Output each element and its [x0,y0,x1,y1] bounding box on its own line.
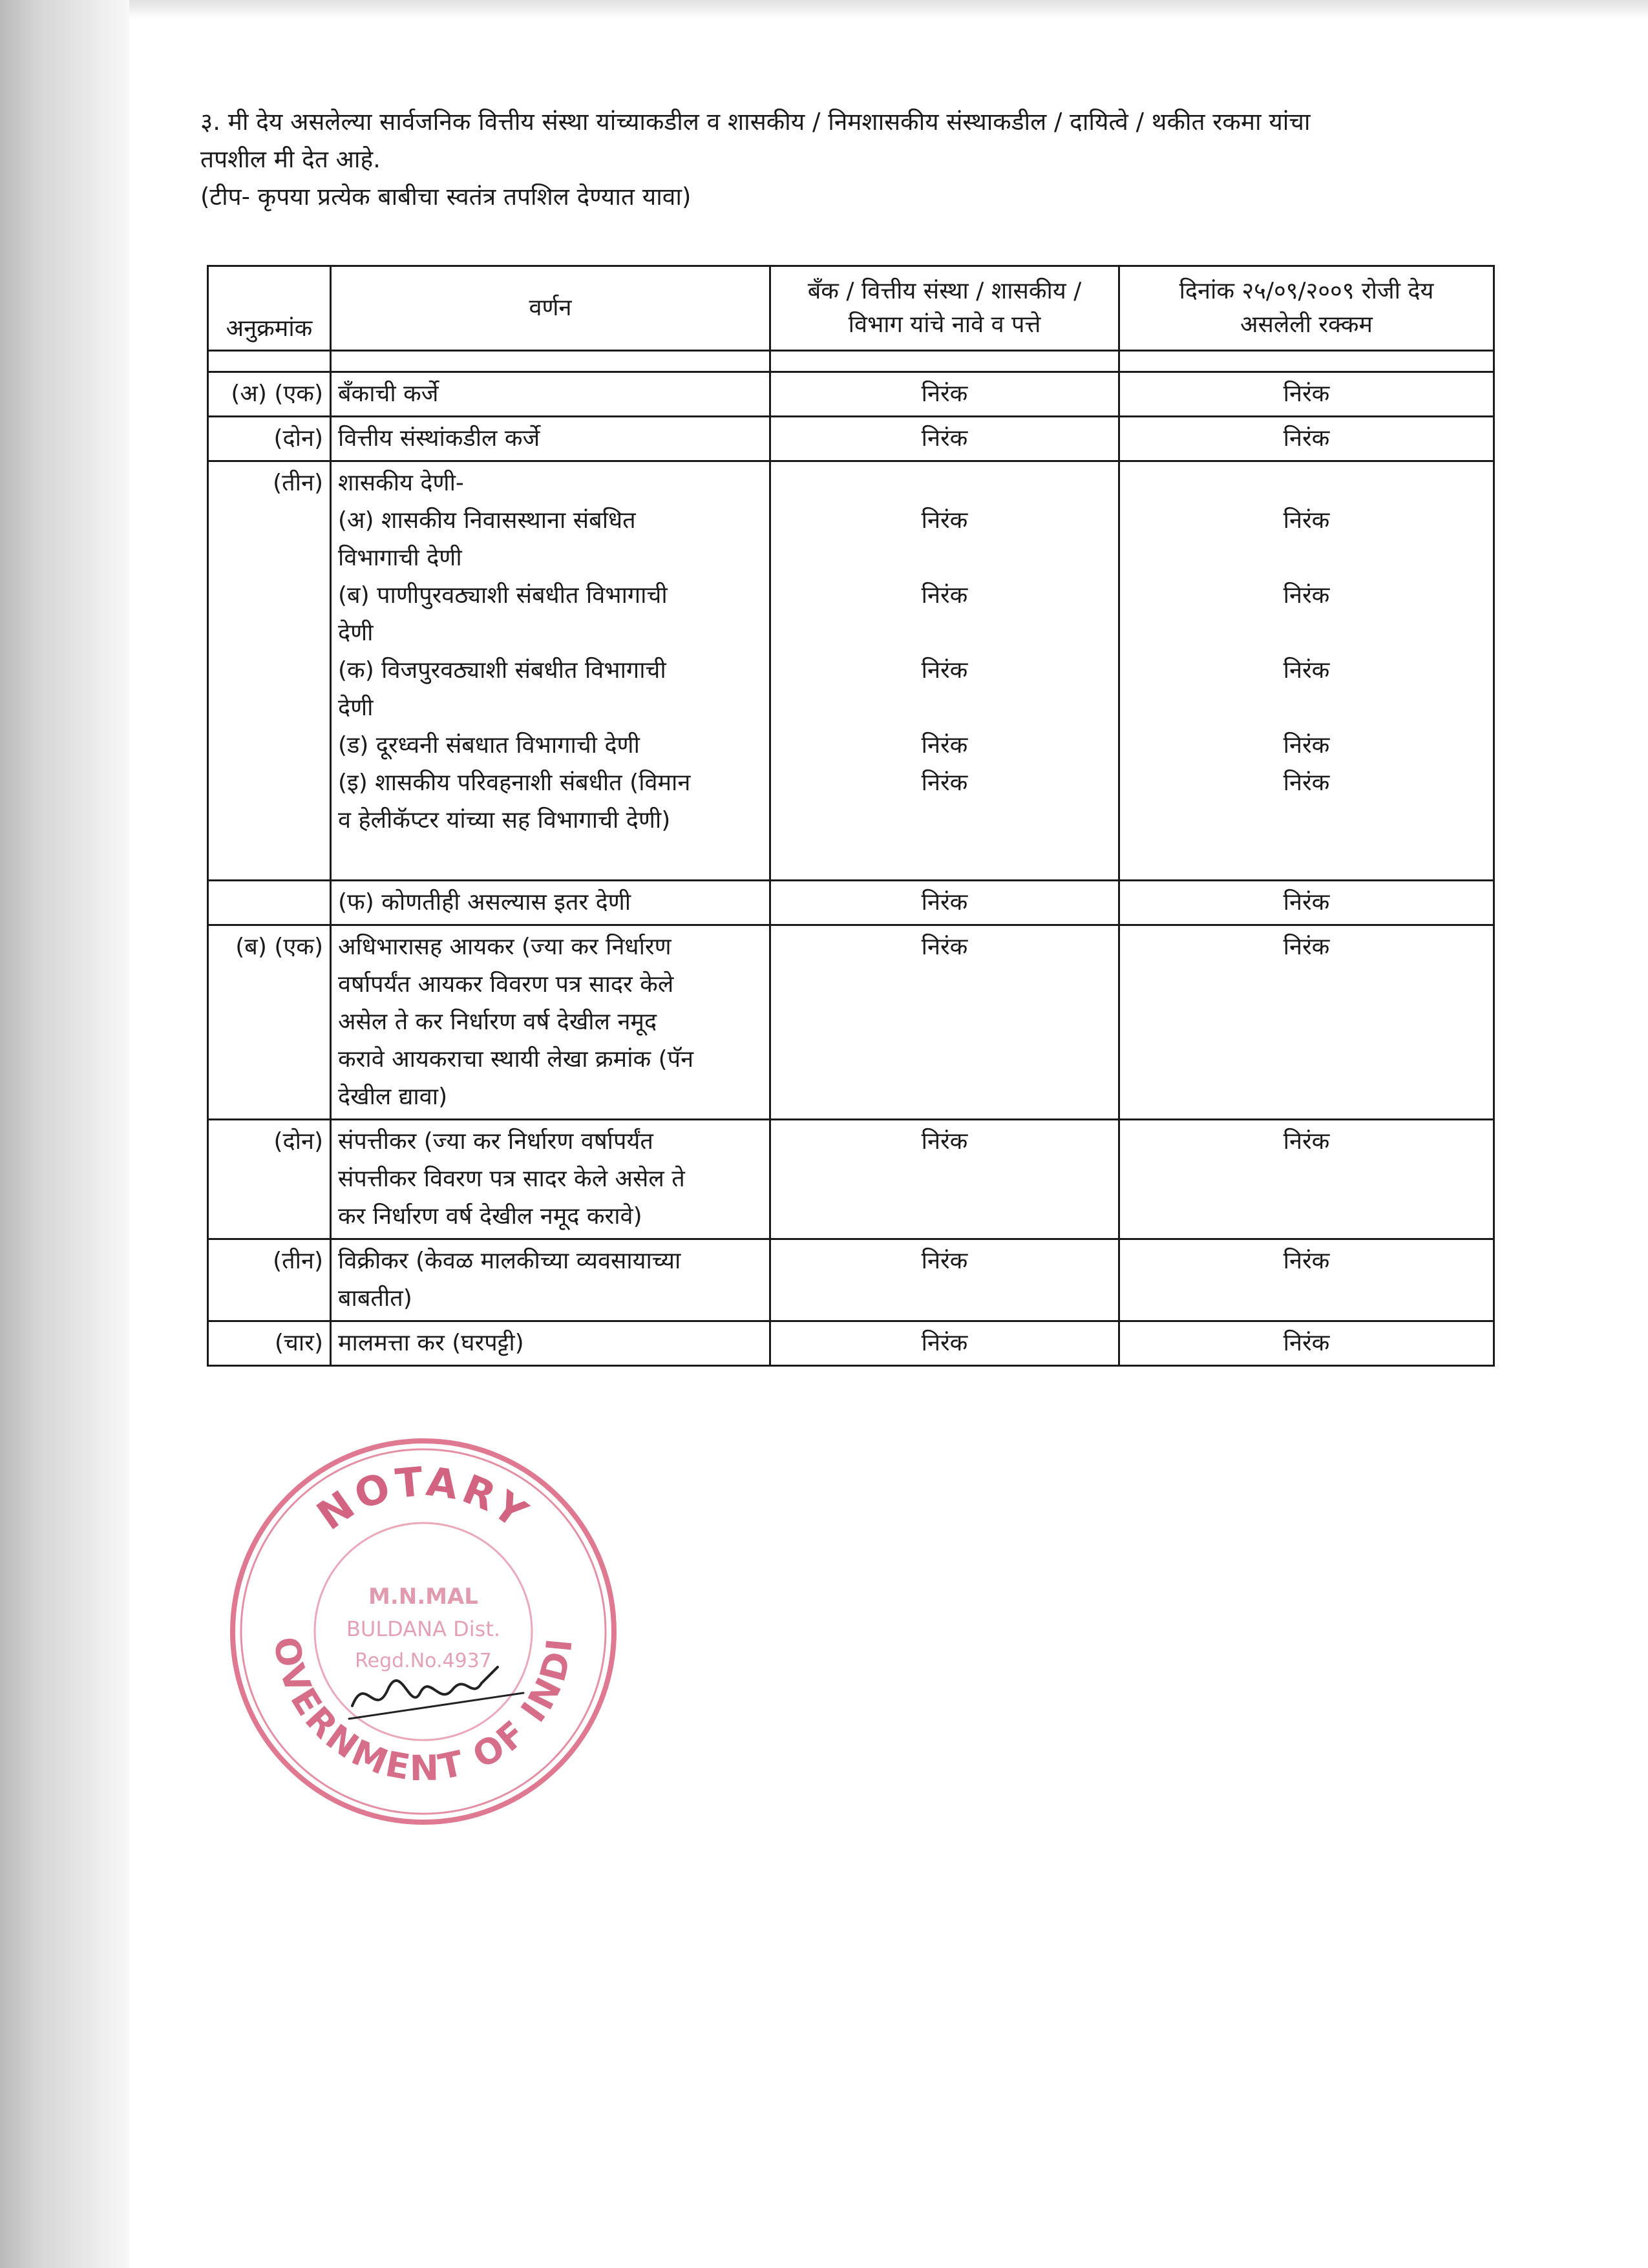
row-bank-value: निरंक [770,1321,1119,1366]
table-row [208,1239,1494,1321]
row-amount-value: निरंक [1119,881,1494,925]
row-serial: (दोन) [208,1120,331,1239]
row-amount-value: निरंक [1119,372,1494,417]
row-gap [777,465,1112,502]
header-bank [770,266,1119,351]
row-bank-value: निरंक [770,925,1119,1120]
row-amount-value: निरंक [1119,1321,1494,1366]
bank-value-b: निरंक [921,582,968,609]
row-serial: (तीन) [208,461,331,881]
svg-text:NOTARY [308,1458,538,1540]
govt-dues-e-line-2: व हेलीकॅप्टर यांच्या सह विभागाची देणी) [338,807,671,834]
row-serial: (अ) (एक) [208,372,331,417]
header-bank-line-1: बँक / वित्तीय संस्था / शासकीय / [807,278,1082,304]
spacer-cell [331,351,770,372]
row-amount-value: निरंक [1119,417,1494,461]
row-amount-value: निरंक [1119,925,1494,1120]
row-bank-value: निरंक [770,1120,1119,1239]
row-description [331,925,770,1120]
row-gap [1126,614,1486,652]
row-bank-value: निरंक [770,372,1119,417]
amount-value-d: निरंक [1283,732,1330,759]
row-serial: (दोन) [208,417,331,461]
row-serial [208,881,331,925]
sales-tax-line-1: विक्रीकर (केवळ मालकीच्या व्यवसायाच्या [338,1248,681,1274]
bank-value-a: निरंक [921,507,968,534]
income-tax-line-5: देखील द्यावा) [338,1084,448,1110]
row-amount-values [1119,461,1494,881]
seal-name: M.N.MAL [368,1584,478,1610]
spacer-cell [770,351,1119,372]
row-description: वित्तीय संस्थांकडील कर्जे [331,417,770,461]
header-amount [1119,266,1494,351]
row-description [331,461,770,881]
seal-bottom-text: OVERNMENT OF INDI [266,1633,581,1789]
sales-tax-line-2: बाबतीत) [338,1285,412,1312]
row-description [331,1120,770,1239]
row-serial: (चार) [208,1321,331,1366]
spacer-cell [208,351,331,372]
income-tax-line-2: वर्षापर्यंत आयकर विवरण पत्र सादर केले [338,971,674,998]
intro-paragraph [200,103,1480,216]
table-row [208,417,1494,461]
seal-district: BULDANA Dist. [346,1617,501,1641]
row-description [331,1239,770,1321]
header-description: वर्णन [331,266,770,351]
govt-dues-b-line-1: (ब) पाणीपुरवठ्याशी संबधीत विभागाची [338,582,668,609]
row-bank-value: निरंक [770,417,1119,461]
bank-value-e: निरंक [921,770,968,796]
income-tax-line-3: असेल ते कर निर्धारण वर्ष देखील नमूद [338,1009,657,1035]
income-tax-line-1: अधिभारासह आयकर (ज्या कर निर्धारण [338,934,671,960]
table-row [208,1321,1494,1366]
table-row [208,881,1494,925]
row-description: (फ) कोणतीही असल्यास इतर देणी [331,881,770,925]
row-gap [777,540,1112,577]
header-amount-line-2: असलेली रक्कम [1240,311,1373,338]
row-bank-value: निरंक [770,1239,1119,1321]
row-gap [1126,465,1486,502]
row-gap [1126,689,1486,727]
liabilities-table [207,265,1495,1367]
govt-dues-a-line-1: (अ) शासकीय निवासस्थाना संबधित [338,507,636,534]
intro-note: (टीप- कृपया प्रत्येक बाबीचा स्वतंत्र तपशिल देण्यात यावा) [200,183,692,211]
table-row [208,1120,1494,1239]
spacer-cell [1119,351,1494,372]
header-amount-line-1: दिनांक २५/०९/२००९ रोजी देय [1179,278,1434,304]
intro-line-2: तपशील मी देत आहे. [200,145,381,173]
govt-dues-heading: शासकीय देणी- [338,470,464,496]
row-bank-values [770,461,1119,881]
row-amount-value: निरंक [1119,1120,1494,1239]
table-row [208,372,1494,417]
row-description: बँकाची कर्जे [331,372,770,417]
notary-seal-icon [226,1434,620,1829]
wealth-tax-line-2: संपत्तीकर विवरण पत्र सादर केले असेल ते [338,1166,685,1192]
header-bank-line-2: विभाग यांचे नावे व पत्ते [848,311,1041,338]
row-gap [338,839,763,877]
govt-dues-e-line-1: (इ) शासकीय परिवहनाशी संबधीत (विमान [338,770,691,796]
header-serial: अनुक्रमांक [208,266,331,351]
row-bank-value: निरंक [770,881,1119,925]
row-amount-value: निरंक [1119,1239,1494,1321]
bank-value-c: निरंक [921,657,968,684]
table-header-row [208,266,1494,351]
row-serial: (तीन) [208,1239,331,1321]
govt-dues-d-line-1: (ड) दूरध्वनी संबधात विभागाची देणी [338,732,640,759]
govt-dues-c-line-1: (क) विजपुरवठ्याशी संबधीत विभागाची [338,657,666,684]
govt-dues-b-line-2: देणी [338,620,374,646]
row-gap [777,689,1112,727]
intro-line-1: ३. मी देय असलेल्या सार्वजनिक वित्तीय संस्था यांच्याकडील व शासकीय / निमशासकीय संस्थाकडील / दायित्वे / थकीत रकमा यांचा [200,108,1311,136]
govt-dues-c-line-2: देणी [338,695,374,721]
amount-value-e: निरंक [1283,770,1330,796]
wealth-tax-line-1: संपत्तीकर (ज्या कर निर्धारण वर्षापर्यंत [338,1128,653,1155]
bank-value-d: निरंक [921,732,968,759]
income-tax-line-4: करावे आयकराचा स्थायी लेखा क्रमांक (पॅन [338,1046,694,1073]
seal-regd: Regd.No.4937 [355,1650,492,1672]
amount-value-c: निरंक [1283,657,1330,684]
wealth-tax-line-3: कर निर्धारण वर्ष देखील नमूद करावे) [338,1203,642,1230]
amount-value-b: निरंक [1283,582,1330,609]
govt-dues-a-line-2: विभागाची देणी [338,545,462,571]
notary-seal [226,1434,620,1829]
table-row [208,925,1494,1120]
row-gap [777,614,1112,652]
table-row [208,461,1494,881]
row-description: मालमत्ता कर (घरपट्टी) [331,1321,770,1366]
row-serial: (ब) (एक) [208,925,331,1120]
amount-value-a: निरंक [1283,507,1330,534]
table-spacer-row [208,351,1494,372]
seal-top-text: NOTARY [308,1457,539,1540]
row-gap [1126,540,1486,577]
